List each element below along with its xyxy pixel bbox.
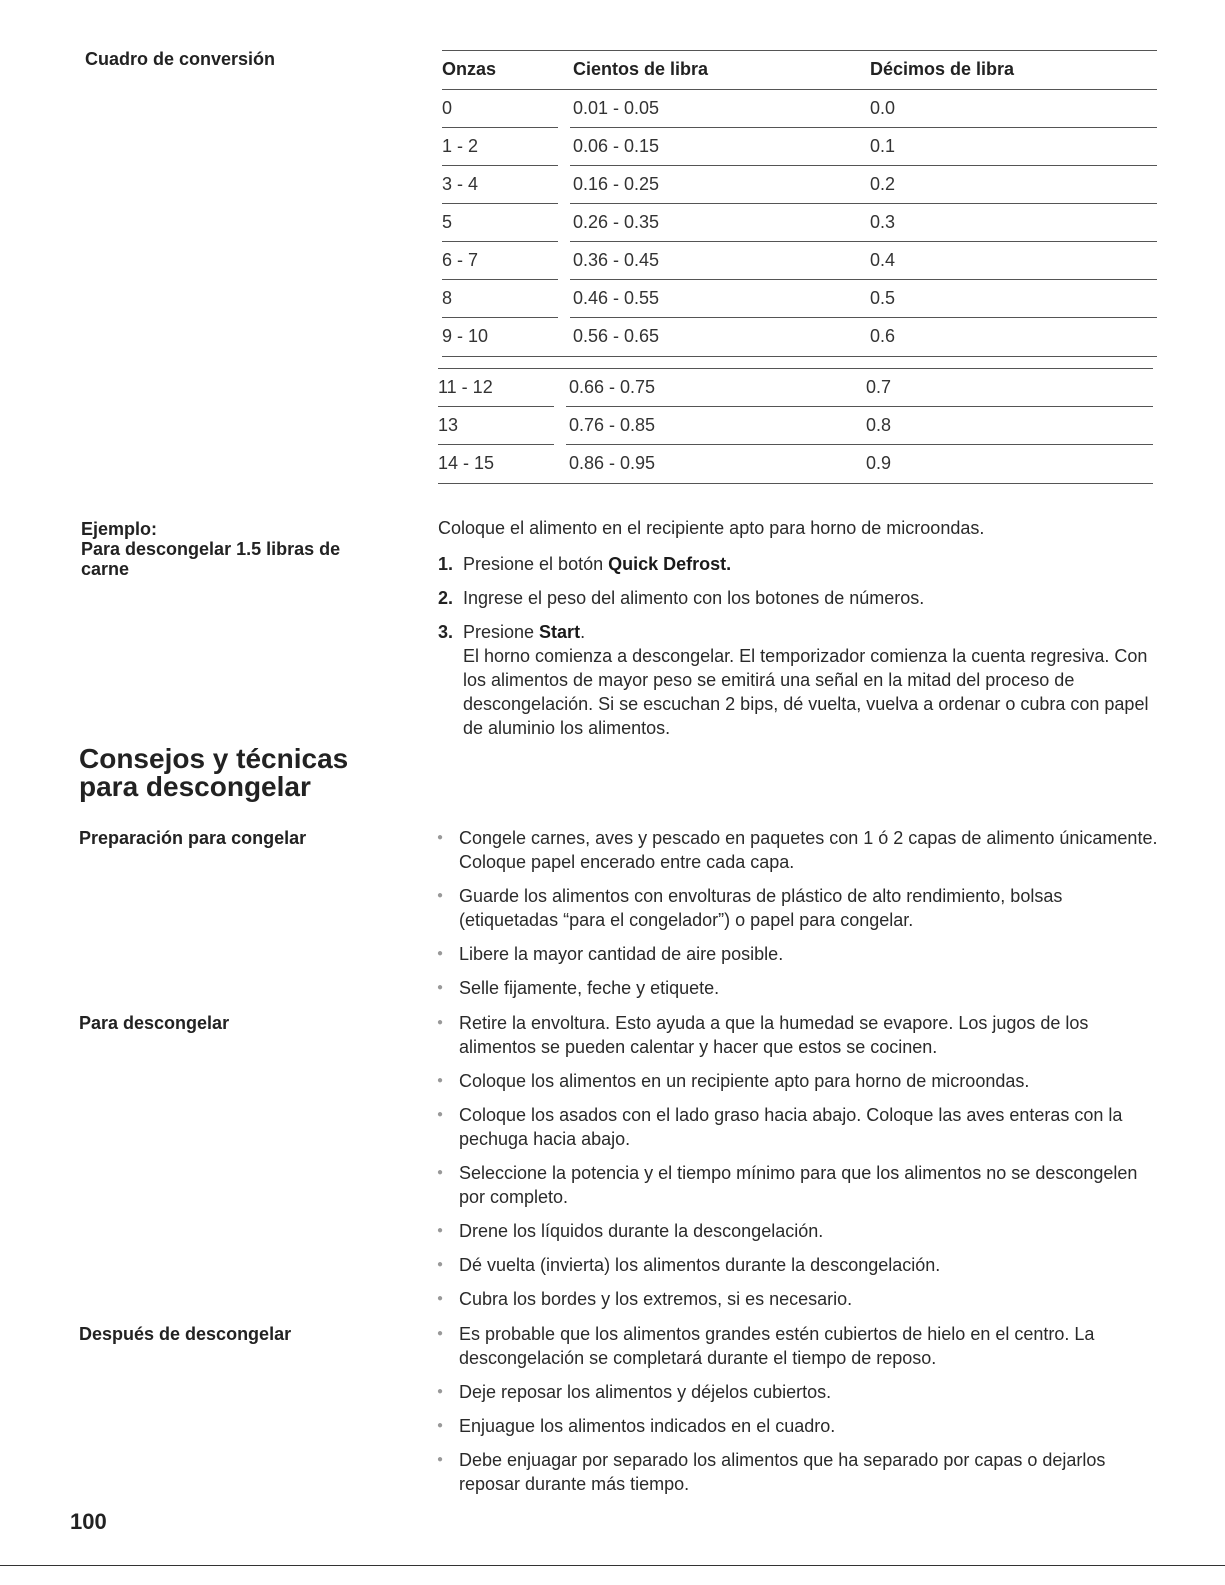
table-cell: 13 xyxy=(438,415,459,435)
table-row xyxy=(438,369,1153,407)
table-cell: 0.26 - 0.35 xyxy=(573,212,660,232)
table-cell: 0.5 xyxy=(870,288,896,308)
table-cell: 6 - 7 xyxy=(442,250,479,270)
table-cell: 5 xyxy=(442,212,453,232)
defrost-list xyxy=(437,1011,1162,1321)
example-content xyxy=(438,516,1158,750)
table-cell: 0.7 xyxy=(866,377,892,397)
after-list xyxy=(437,1322,1162,1506)
list-item: ● Cubra los bordes y los extremos, si es necesario. xyxy=(437,1287,1162,1311)
table-row xyxy=(442,204,1157,242)
table-cell: 0.06 - 0.15 xyxy=(573,136,660,156)
page-number: 100 xyxy=(70,1509,107,1534)
table-cell: 0.3 xyxy=(870,212,896,232)
table-cell: 0.36 - 0.45 xyxy=(573,250,660,270)
prep-list xyxy=(437,826,1162,1010)
table-row xyxy=(442,242,1157,280)
list-item: ● Selle fijamente, feche y etiquete. xyxy=(437,976,1162,1000)
table-cell: 1 - 2 xyxy=(442,136,479,156)
table-cell: 14 - 15 xyxy=(438,453,495,473)
section-title-line-2: para descongelar xyxy=(79,771,311,802)
example-label-description: Para descongelar 1.5 libras de carne xyxy=(81,539,341,579)
defrost-label: Para descongelar xyxy=(79,1013,230,1033)
table-row xyxy=(442,318,1157,357)
table-row xyxy=(442,128,1157,166)
step-number: 1. xyxy=(438,554,454,574)
conversion-table-continued xyxy=(438,368,1153,484)
table-cell: 0.66 - 0.75 xyxy=(569,377,656,397)
step-number: 2. xyxy=(438,588,454,608)
example-steps xyxy=(438,552,1158,740)
list-item: ● Retire la envoltura. Esto ayuda a que la humedad se evapore. Los jugos de los alimentos se pueden calentar y hacer que estos se cocinen. xyxy=(437,1011,1162,1059)
table-cell: 0.01 - 0.05 xyxy=(573,98,660,118)
step-text: Presione el botón xyxy=(463,554,609,574)
table-cell: 0.16 - 0.25 xyxy=(573,174,660,194)
table-cell: 0.46 - 0.55 xyxy=(573,288,660,308)
example-intro: Coloque el alimento en el recipiente apto para horno de microondas. xyxy=(438,518,985,538)
prep-label: Preparación para congelar xyxy=(79,828,307,848)
table-cell: 0.6 xyxy=(870,326,896,346)
section-title xyxy=(79,745,348,801)
table-cell: 0.86 - 0.95 xyxy=(569,453,656,473)
example-label-heading: Ejemplo: xyxy=(81,519,158,539)
step-text: Ingrese el peso del alimento con los botones de números. xyxy=(463,588,925,608)
example-label xyxy=(81,519,381,579)
list-item: ● Enjuague los alimentos indicados en el cuadro. xyxy=(437,1414,1162,1438)
list-item: ● Congele carnes, aves y pescado en paquetes con 1 ó 2 capas de alimento únicamente. Coloque papel encerado entre cada capa. xyxy=(437,826,1162,874)
step-1 xyxy=(438,552,1158,576)
after-label: Después de descongelar xyxy=(79,1324,292,1344)
table-row xyxy=(442,90,1157,128)
list-item: ● Es probable que los alimentos grandes estén cubiertos de hielo en el centro. La descongelación se completará durante el tiempo de reposo. xyxy=(437,1322,1162,1370)
header-tenths: Décimos de libra xyxy=(870,59,1015,79)
table-cell: 0.8 xyxy=(866,415,892,435)
step-2 xyxy=(438,586,1158,610)
table-header xyxy=(442,50,1157,90)
table-cell: 11 - 12 xyxy=(438,377,493,397)
table-cell: 0.2 xyxy=(870,174,896,194)
table-row xyxy=(438,445,1153,484)
table-cell: 3 - 4 xyxy=(442,174,479,194)
table-row xyxy=(442,280,1157,318)
list-item: ● Deje reposar los alimentos y déjelos cubiertos. xyxy=(437,1380,1162,1404)
list-item: ● Debe enjuagar por separado los alimentos que ha separado por capas o dejarlos reposar durante más tiempo. xyxy=(437,1448,1162,1496)
step-number: 3. xyxy=(438,622,454,642)
step-text: Presione xyxy=(463,622,540,642)
table-cell: 8 xyxy=(442,288,453,308)
table-cell: 0.9 xyxy=(866,453,892,473)
table-row xyxy=(438,407,1153,445)
list-item: ● Dé vuelta (invierta) los alimentos durante la descongelación. xyxy=(437,1253,1162,1277)
table-cell: 0.0 xyxy=(870,98,896,118)
list-item: ● Coloque los alimentos en un recipiente apto para horno de microondas. xyxy=(437,1069,1162,1093)
table-row xyxy=(442,166,1157,204)
list-item: ● Drene los líquidos durante la descongelación. xyxy=(437,1219,1162,1243)
step-3 xyxy=(438,620,1158,740)
list-item: ● Libere la mayor cantidad de aire posible. xyxy=(437,942,1162,966)
table-cell: 0.76 - 0.85 xyxy=(569,415,656,435)
button-name-quick-defrost: Quick Defrost. xyxy=(608,554,732,574)
list-item: ● Guarde los alimentos con envolturas de plástico de alto rendimiento, bolsas (etiquetadas “para el congelador”) o papel para congelar. xyxy=(437,884,1162,932)
table-cell: 0.56 - 0.65 xyxy=(573,326,660,346)
step-text-end: . xyxy=(580,622,586,642)
button-name-start: Start xyxy=(539,622,581,642)
list-item: ● Coloque los asados con el lado graso hacia abajo. Coloque las aves enteras con la pechuga hacia abajo. xyxy=(437,1103,1162,1151)
bottom-rule xyxy=(0,1565,1225,1566)
table-cell: 0.4 xyxy=(870,250,896,270)
table-cell: 0 xyxy=(442,98,453,118)
table-cell: 9 - 10 xyxy=(442,326,489,346)
conversion-table xyxy=(442,50,1157,357)
conversion-chart-label: Cuadro de conversión xyxy=(85,49,276,69)
list-item: ● Seleccione la potencia y el tiempo mínimo para que los alimentos no se descongelen por completo. xyxy=(437,1161,1162,1209)
section-title-line-1: Consejos y técnicas xyxy=(79,743,349,774)
header-ounces: Onzas xyxy=(442,59,497,79)
header-hundredths: Cientos de libra xyxy=(573,59,709,79)
step-detail: El horno comienza a descongelar. El temporizador comienza la cuenta regresiva. Con los alimentos de mayor peso se emitirá una señal en la mitad del proceso de descongelación. Si se escuchan 2 bips, dé vuelta, vuelva a ordenar o cubra con papel de aluminio los alimentos. xyxy=(463,646,1149,738)
table-cell: 0.1 xyxy=(870,136,896,156)
